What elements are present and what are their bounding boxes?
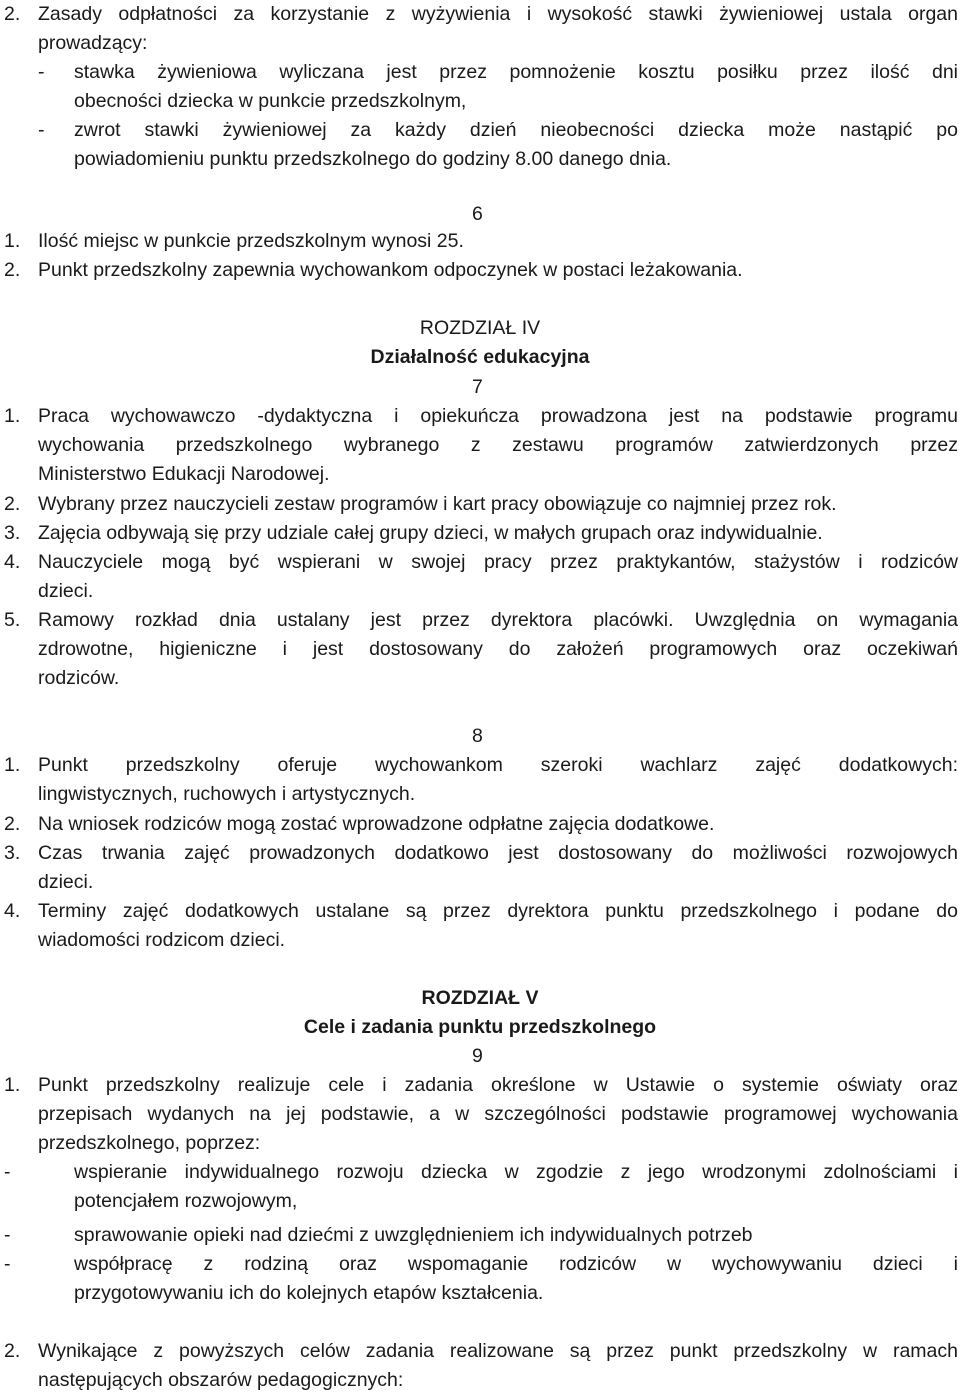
paragraph-line	[0, 0, 960, 29]
chapter-subtitle-text: Działalność edukacyjna	[370, 346, 590, 368]
paragraph-line	[0, 1071, 960, 1100]
bullet-line	[0, 1221, 960, 1250]
section-heading	[0, 722, 960, 751]
bullet-line	[0, 145, 960, 174]
item-number: 2.	[4, 259, 21, 281]
bullet-dash: -	[4, 1224, 11, 1246]
item-number: 2.	[4, 493, 21, 515]
item-text: dzieci.	[38, 580, 94, 602]
bullet-line	[0, 58, 960, 87]
paragraph-line	[0, 810, 960, 839]
item-text: Punkt przedszkolny realizuje cele i zadania określone w Ustawie o systemie oświaty oraz	[38, 1074, 958, 1096]
bullet-line	[0, 1187, 960, 1216]
paragraph-line	[0, 577, 960, 606]
chapter-title	[0, 314, 960, 343]
paragraph-line	[0, 926, 960, 955]
chapter-title-text: ROZDZIAŁ V	[421, 987, 539, 1009]
item-text: Na wniosek rodziców mogą zostać wprowadzone odpłatne zajęcia dodatkowe.	[38, 813, 715, 835]
item-text: dzieci.	[38, 871, 94, 893]
bullet-line	[0, 1250, 960, 1279]
paragraph-line	[0, 548, 960, 577]
bullet-text: obecności dziecka w punkcie przedszkolnym,	[74, 90, 467, 112]
paragraph-line	[0, 897, 960, 926]
paragraph-line	[0, 29, 960, 58]
bullet-text: zwrot stawki żywieniowej za każdy dzień nieobecności dziecka może nastąpić po	[74, 119, 958, 141]
item-number: 1.	[4, 1074, 21, 1096]
item-text: Nauczyciele mogą być wspierani w swojej pracy przez praktykantów, stażystów i rodziców	[38, 551, 958, 573]
item-number: 4.	[4, 900, 21, 922]
section-heading	[0, 373, 960, 402]
item-text: Punkt przedszkolny zapewnia wychowankom odpoczynek w postaci leżakowania.	[38, 259, 743, 281]
paragraph-line	[0, 839, 960, 868]
item-text: Ministerstwo Edukacji Narodowej.	[38, 463, 330, 485]
bullet-line	[0, 1279, 960, 1308]
paragraph-line	[0, 606, 960, 635]
item-number: 2.	[4, 813, 21, 835]
paragraph-line	[0, 780, 960, 809]
bullet-text: stawka żywieniowa wyliczana jest przez pomnożenie kosztu posiłku przez ilość dni	[74, 61, 958, 83]
paragraph-line	[0, 460, 960, 489]
bullet-text: wspieranie indywidualnego rozwoju dziecka w zgodzie z jego wrodzonymi zdolnościami i	[74, 1161, 958, 1183]
chapter-subtitle	[0, 1013, 960, 1042]
item-number: 1.	[4, 230, 21, 252]
paragraph-line	[0, 490, 960, 519]
item-text: prowadzący:	[38, 32, 148, 54]
paragraph-line	[0, 227, 960, 256]
bullet-line	[0, 87, 960, 116]
item-text: Praca wychowawczo -dydaktyczna i opiekuńcza prowadzona jest na podstawie programu	[38, 405, 958, 427]
item-number: 2.	[4, 1340, 21, 1362]
item-text: przedszkolnego, poprzez:	[38, 1132, 261, 1154]
item-number: 1.	[4, 405, 21, 427]
item-text: Ilość miejsc w punkcie przedszkolnym wynosi 25.	[38, 230, 464, 252]
bullet-text: powiadomieniu punktu przedszkolnego do godziny 8.00 danego dnia.	[74, 148, 672, 170]
bullet-text: współpracę z rodziną oraz wspomaganie rodziców w wychowywaniu dzieci i	[74, 1253, 958, 1275]
item-number: 4.	[4, 551, 21, 573]
bullet-dash: -	[38, 119, 45, 141]
item-text: wychowania przedszkolnego wybranego z zestawu programów zatwierdzonych przez	[38, 434, 958, 456]
section-number: 8	[472, 725, 483, 747]
paragraph-line	[0, 1129, 960, 1158]
chapter-title	[0, 984, 960, 1013]
chapter-subtitle-text: Cele i zadania punktu przedszkolnego	[303, 1016, 657, 1038]
paragraph-line	[0, 431, 960, 460]
item-number: 5.	[4, 609, 21, 631]
paragraph-line	[0, 664, 960, 693]
bullet-line	[0, 116, 960, 145]
item-number: 2.	[4, 3, 21, 25]
item-text: Czas trwania zajęć prowadzonych dodatkowo jest dostosowany do możliwości rozwojowych	[38, 842, 958, 864]
item-text: wiadomości rodzicom dzieci.	[38, 929, 286, 951]
item-text: zdrowotne, higieniczne i jest dostosowany do założeń programowych oraz oczekiwań	[38, 638, 958, 660]
bullet-text: przygotowywaniu ich do kolejnych etapów kształcenia.	[74, 1282, 544, 1304]
paragraph-line	[0, 256, 960, 285]
bullet-line	[0, 1158, 960, 1187]
paragraph-line	[0, 751, 960, 780]
bullet-dash: -	[4, 1161, 11, 1183]
item-text: Wybrany przez nauczycieli zestaw programów i kart pracy obowiązuje co najmniej przez rok.	[38, 493, 837, 515]
chapter-title-text: ROZDZIAŁ IV	[419, 317, 541, 339]
paragraph-line	[0, 1337, 960, 1366]
item-text: lingwistycznych, ruchowych i artystycznych.	[38, 783, 416, 805]
item-text: Zajęcia odbywają się przy udziale całej grupy dzieci, w małych grupach oraz indywidualnie.	[38, 522, 823, 544]
item-number: 3.	[4, 842, 21, 864]
section-number: 6	[472, 203, 483, 225]
item-text: Punkt przedszkolny oferuje wychowankom szeroki wachlarz zajęć dodatkowych:	[38, 754, 958, 776]
section-number: 7	[472, 376, 483, 398]
item-number: 1.	[4, 754, 21, 776]
paragraph-line	[0, 402, 960, 431]
bullet-text: potencjałem rozwojowym,	[74, 1190, 298, 1212]
paragraph-line	[0, 1100, 960, 1129]
section-heading	[0, 1042, 960, 1071]
item-text: rodziców.	[38, 667, 120, 689]
bullet-text: sprawowanie opieki nad dziećmi z uwzględnieniem ich indywidualnych potrzeb	[74, 1224, 753, 1246]
paragraph-line	[0, 635, 960, 664]
item-text: następujących obszarów pedagogicznych:	[38, 1369, 404, 1391]
item-text: Wynikające z powyższych celów zadania realizowane są przez punkt przedszkolny w ramach	[38, 1340, 958, 1362]
item-text: Terminy zajęć dodatkowych ustalane są przez dyrektora punktu przedszkolnego i podane do	[38, 900, 958, 922]
paragraph-line	[0, 1366, 960, 1395]
paragraph-line	[0, 868, 960, 897]
item-text: Ramowy rozkład dnia ustalany jest przez dyrektora placówki. Uwzględnia on wymagania	[38, 609, 958, 631]
item-text: przepisach wydanych na jej podstawie, a w szczególności podstawie programowej wychowania	[38, 1103, 958, 1125]
bullet-dash: -	[38, 61, 45, 83]
item-number: 3.	[4, 522, 21, 544]
chapter-subtitle	[0, 343, 960, 372]
section-number: 9	[472, 1045, 483, 1067]
bullet-dash: -	[4, 1253, 11, 1275]
section-heading	[0, 200, 960, 229]
item-text: Zasady odpłatności za korzystanie z wyżywienia i wysokość stawki żywieniowej ustala organ	[38, 3, 958, 25]
paragraph-line	[0, 519, 960, 548]
